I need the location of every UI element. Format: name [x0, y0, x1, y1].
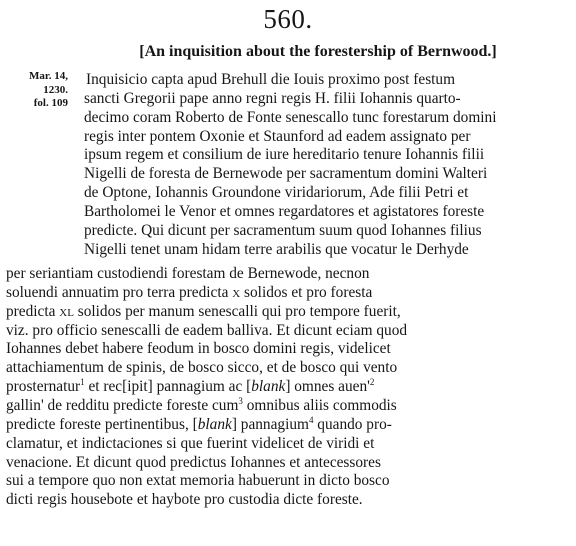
text-line: per seriantiam custodiendi forestam de Bernewode, necnon — [6, 265, 370, 282]
text-line — [6, 284, 372, 303]
text-line: Bartholomei le Venor et omnes regardatores et agistatores foreste — [84, 202, 485, 220]
text-line: Nigelli de foresta de Bernewode per sacramentum domini Walteri — [84, 165, 488, 183]
margin-folio: fol. 109 — [33, 97, 68, 110]
text-line: clamatur, et indictaciones si que fuerint videlicet de viridi et — [6, 434, 375, 452]
text-line: attachiamentum de spinis, de bosco sicco, et de bosco qui vento — [6, 359, 398, 377]
text-segment: et rec[ipit] pannagium ac [ — [84, 378, 252, 396]
text-segment: ] omnes auen' — [285, 378, 370, 396]
text-line — [6, 303, 401, 322]
text-line — [6, 416, 392, 435]
text-segment: predicte foreste pertinentibus, [ — [6, 415, 198, 433]
text-line: venacione. Et dicunt quod predictus Iohannes et antecessores — [6, 453, 381, 471]
text-segment: soluendi annuatim pro terra predicta — [6, 283, 233, 301]
document-number: 560. — [263, 4, 313, 34]
text-segment: quando pro- — [313, 415, 392, 433]
footnote-mark: 3 — [238, 395, 243, 406]
text-line — [6, 378, 374, 397]
text-segment: gallin' de redditu predicte foreste cum — [6, 396, 239, 414]
footnote-mark: 2 — [369, 376, 375, 387]
text-line: Nigelli tenet unam hidam terre arabilis que vocatur le Derhyde — [84, 240, 469, 258]
text-segment: predicta — [6, 302, 60, 320]
roman-numeral: xl — [59, 302, 74, 320]
text-line — [6, 397, 397, 416]
text-line: Iohannes debet habere feodum in bosco domini regis, videlicet — [6, 340, 391, 358]
text-line: predicte. Qui dicunt per sacramentum suum quod Iohannes filius — [84, 221, 482, 239]
footnote-mark: 1 — [80, 376, 85, 387]
margin-date: Mar. 14, — [28, 70, 68, 82]
roman-numeral: x — [232, 283, 241, 301]
text-line: Inquisicio capta apud Brehull die Iouis proximo post festum — [86, 71, 456, 88]
text-line: viz. pro officio senescalli de eadem balliva. Et dicunt eciam quod — [6, 321, 408, 339]
text-line: ipsum regem et consilium de iure hereditario tenure Iohannis filii — [84, 146, 485, 164]
margin-year: 1230. — [43, 83, 68, 96]
document-heading: [An inquisition about the forestership of Bernwood.] — [139, 43, 497, 60]
margin-note — [6, 70, 68, 111]
text-line: de Optone, Iohannis Groundone viridariorum, Ade filii Petri et — [84, 184, 469, 202]
blank-marker: blank — [197, 415, 232, 433]
footnote-mark: 4 — [308, 414, 314, 425]
text-segment: ] pannagium — [231, 415, 309, 433]
text-line: dicti regis housebote et haybote pro custodia dicte foreste. — [6, 491, 363, 509]
blank-marker: blank — [251, 378, 286, 396]
text-segment: omnibus aliis commodis — [242, 396, 397, 414]
text-line: sui a tempore quo non extat memoria habuerunt in dicto bosco — [6, 472, 390, 490]
text-line: sancti Gregorii pape anno regni regis H. filii Iohannis quarto- — [84, 89, 461, 107]
text-segment: solidos per manum senescalli qui pro tempore fuerit, — [73, 302, 401, 320]
text-line: decimo coram Roberto de Fonte senescallo tunc forestarum domini — [84, 108, 497, 126]
text-line: regis inter pontem Oxonie et Staunford ad eadem assignato per — [84, 127, 471, 145]
text-segment: solidos et pro foresta — [240, 283, 373, 301]
text-segment: prosternatur — [6, 378, 81, 396]
